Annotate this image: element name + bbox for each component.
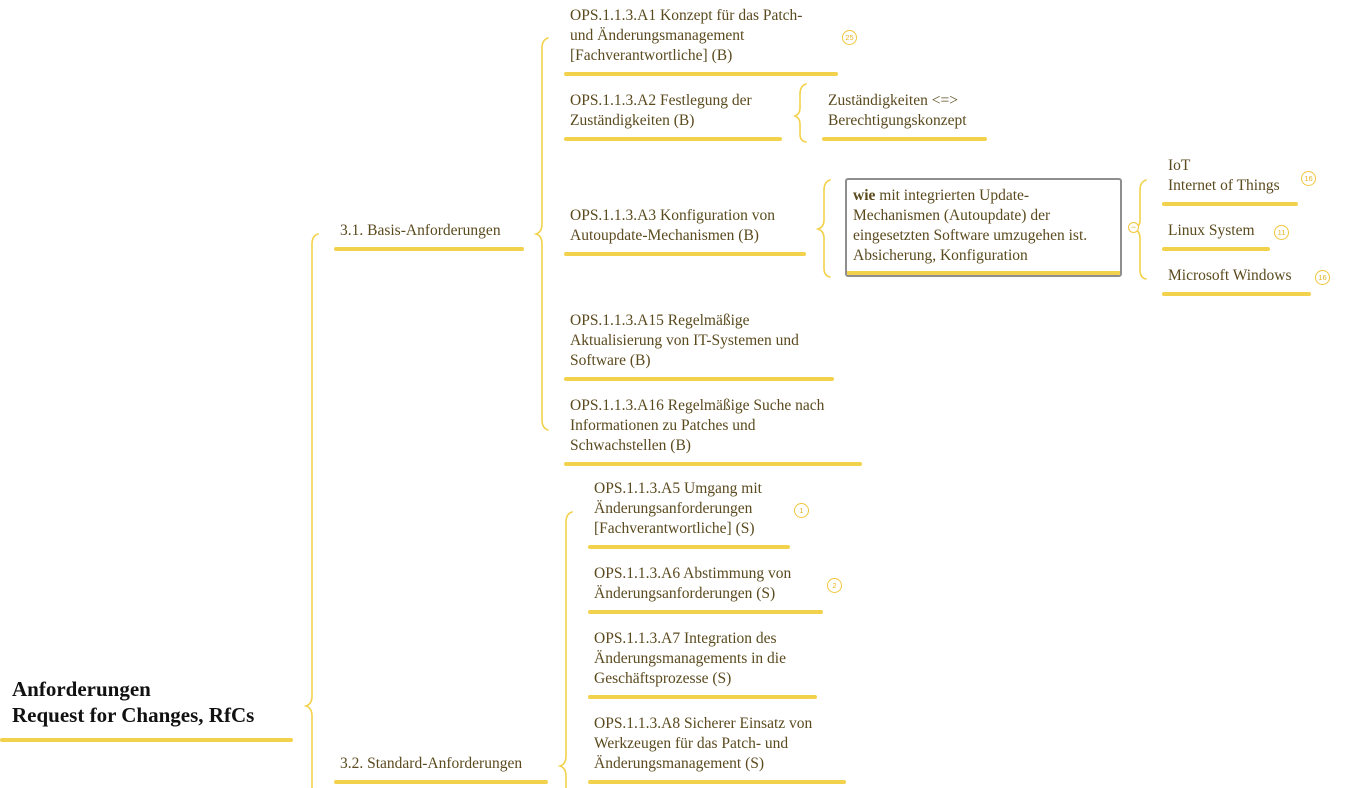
topic-linux-underline (1162, 247, 1270, 251)
topic-windows-line: Microsoft Windows (1168, 267, 1292, 284)
root-bracket (306, 234, 318, 788)
detail-line1-rest: mit integrierten Update- (875, 187, 1030, 204)
branch-basis-underline (334, 247, 524, 251)
branch-standard[interactable] (340, 754, 522, 774)
topic-a1-line: OPS.1.1.3.A1 Konzept für das Patch- (570, 7, 803, 24)
topic-iot-underline (1162, 202, 1298, 206)
topic-a2[interactable] (570, 91, 752, 131)
topic-a6[interactable] (594, 564, 791, 604)
topic-a5-line: [Fachverantwortliche] (S) (594, 520, 755, 537)
attachment-count-badge[interactable]: 16 (1315, 270, 1330, 285)
topic-a8[interactable] (594, 714, 812, 774)
branch-basis-label: 3.1. Basis-Anforderungen (340, 222, 501, 239)
topic-a2-line: OPS.1.1.3.A2 Festlegung der (570, 92, 752, 109)
topic-a2-note-line: Berechtigungskonzept (828, 112, 967, 129)
basis-bracket (536, 38, 548, 430)
topic-a7-line: Änderungsmanagements in die (594, 650, 786, 667)
topic-a6-underline (588, 610, 823, 614)
topic-a8-line: Änderungsmanagement (S) (594, 755, 765, 772)
topic-a1-line: [Fachverantwortliche] (B) (570, 47, 733, 64)
topic-windows-underline (1162, 292, 1311, 296)
detail-line: Absicherung, Konfiguration (853, 247, 1028, 264)
topic-a15-line: Aktualisierung von IT-Systemen und (570, 332, 799, 349)
topic-linux-line: Linux System (1168, 222, 1255, 239)
topic-a5[interactable] (594, 479, 762, 539)
topic-a15-underline (564, 377, 834, 381)
topic-a2-note-line: Zuständigkeiten <=> (828, 92, 958, 109)
root-title-line2: Request for Changes, RfCs (12, 703, 255, 727)
topic-windows[interactable] (1168, 266, 1292, 286)
topic-a2-line: Zuständigkeiten (B) (570, 112, 695, 129)
topic-a16-line: Informationen zu Patches und (570, 417, 756, 434)
topic-iot-line: Internet of Things (1168, 177, 1280, 194)
topic-a16-line: Schwachstellen (B) (570, 437, 691, 454)
topic-a16-line: OPS.1.1.3.A16 Regelmäßige Suche nach (570, 397, 825, 414)
topic-a16[interactable] (570, 396, 824, 456)
topic-a7-line: OPS.1.1.3.A7 Integration des (594, 630, 777, 647)
topic-iot-line: IoT (1168, 157, 1191, 174)
detail-line: eingesetzten Software umzugehen ist. (853, 227, 1088, 244)
topic-a6-line: Änderungsanforderungen (S) (594, 585, 776, 602)
topic-a7-line: Geschäftsprozesse (S) (594, 670, 732, 687)
topic-a3-detail-selected[interactable] (845, 178, 1122, 277)
root-underline (0, 738, 293, 742)
topic-a6-line: OPS.1.1.3.A6 Abstimmung von (594, 565, 792, 582)
root-topic[interactable] (12, 676, 254, 728)
attachment-count-badge[interactable]: 25 (842, 30, 857, 45)
topic-a2-underline (564, 137, 782, 141)
topic-linux[interactable] (1168, 221, 1255, 241)
branch-standard-label: 3.2. Standard-Anforderungen (340, 755, 523, 772)
standard-bracket (560, 512, 572, 788)
topic-a5-underline (588, 545, 790, 549)
attachment-count-badge[interactable]: 2 (827, 578, 842, 593)
topic-a1-line: und Änderungsmanagement (570, 27, 745, 44)
attachment-count-badge[interactable]: 16 (1301, 171, 1316, 186)
topic-a3-underline (564, 252, 806, 256)
topic-a8-line: Werkzeugen für das Patch- und (594, 735, 789, 752)
topic-a3-line: Autoupdate-Mechanismen (B) (570, 227, 759, 244)
topic-a8-underline (588, 780, 846, 784)
a3-bracket (818, 180, 830, 277)
topic-a1-underline (564, 72, 838, 76)
root-title-line1: Anforderungen (12, 677, 151, 701)
branch-basis[interactable] (340, 221, 501, 241)
attachment-count-badge[interactable]: 1 (794, 503, 809, 518)
topic-a8-line: OPS.1.1.3.A8 Sicherer Einsatz von (594, 715, 813, 732)
detail-bold-word: wie (853, 187, 876, 204)
topic-a7[interactable] (594, 629, 786, 689)
topic-a5-line: Änderungsanforderungen (594, 500, 753, 517)
topic-a2-note-underline (822, 137, 987, 141)
topic-a1[interactable] (570, 6, 802, 66)
topic-a5-line: OPS.1.1.3.A5 Umgang mit (594, 480, 762, 497)
attachment-count-badge[interactable]: 11 (1274, 225, 1289, 240)
a2-bracket (795, 84, 806, 142)
detail-line (853, 186, 1087, 206)
detail-line: Mechanismen (Autoupdate) der (853, 207, 1051, 224)
topic-a3-line: OPS.1.1.3.A3 Konfiguration von (570, 207, 775, 224)
topic-a16-underline (564, 462, 862, 466)
topic-a15-line: OPS.1.1.3.A15 Regelmäßige (570, 312, 750, 329)
topic-a7-underline (588, 695, 817, 699)
topic-a15[interactable] (570, 311, 799, 371)
topic-a2-note[interactable] (828, 91, 967, 131)
topic-iot[interactable] (1168, 156, 1280, 196)
topic-a3[interactable] (570, 206, 775, 246)
detail-underline (847, 271, 1120, 275)
collapse-toggle-icon[interactable]: − (1128, 222, 1139, 233)
topic-a15-line: Software (B) (570, 352, 651, 369)
branch-standard-underline (334, 780, 548, 784)
